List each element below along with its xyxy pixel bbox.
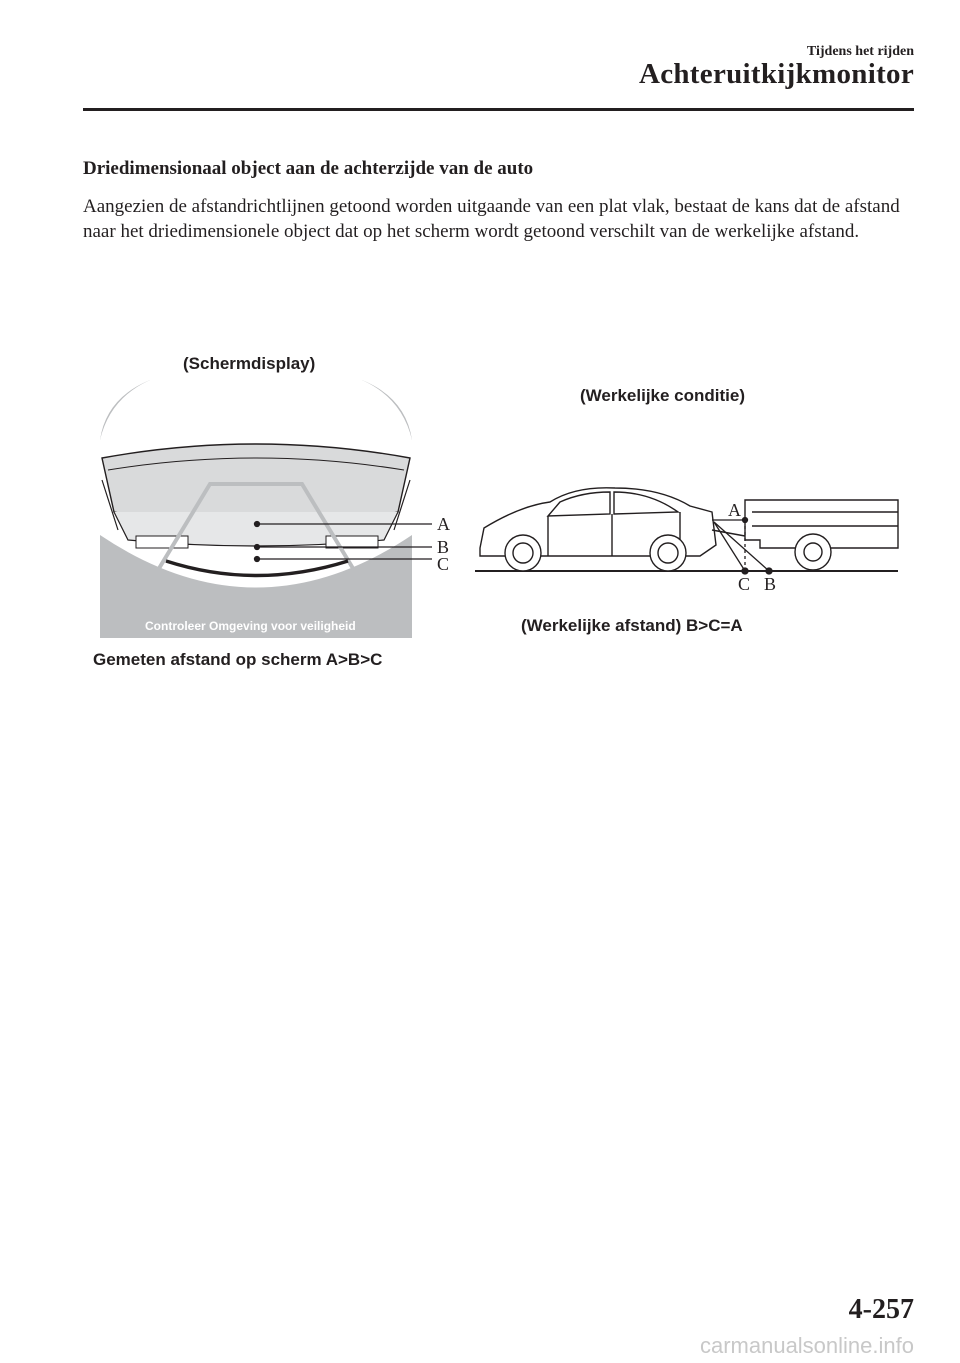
screen-display-label: (Schermdisplay) xyxy=(183,354,316,373)
car-illustration xyxy=(480,488,716,571)
footer-watermark: carmanualsonline.info xyxy=(699,1333,914,1358)
screen-letter-b: B xyxy=(437,537,450,557)
header-title: Achteruitkijkmonitor xyxy=(638,58,914,90)
section-heading: Driedimensionaal object aan de achterzijde van de auto xyxy=(83,158,534,179)
screen-measure-label: Gemeten afstand op scherm A>B>C xyxy=(93,650,383,669)
actual-measure-label: (Werkelijke afstand) B>C=A xyxy=(521,616,743,635)
actual-letter-b: B xyxy=(764,574,777,594)
screen-caption: Controleer Omgeving voor veiligheid xyxy=(145,619,356,633)
actual-letter-c: C xyxy=(738,574,751,594)
screen-display xyxy=(100,380,412,638)
actual-letter-a: A xyxy=(728,500,741,520)
body-paragraph: Aangezien de afstandrichtlijnen getoond worden uitgaande van een plat vlak, bestaat de kans dat de afstand naar het driedimensionele object dat op het scherm wordt getoond verschilt van de werkelijke afstand. xyxy=(83,196,900,242)
header-section: Tijdens het rijden xyxy=(806,44,914,59)
screen-letter-a: A xyxy=(437,514,450,534)
actual-condition-label: (Werkelijke conditie) xyxy=(580,386,746,405)
screen-letter-c: C xyxy=(437,554,450,574)
page-number: 4-257 xyxy=(848,1294,914,1325)
